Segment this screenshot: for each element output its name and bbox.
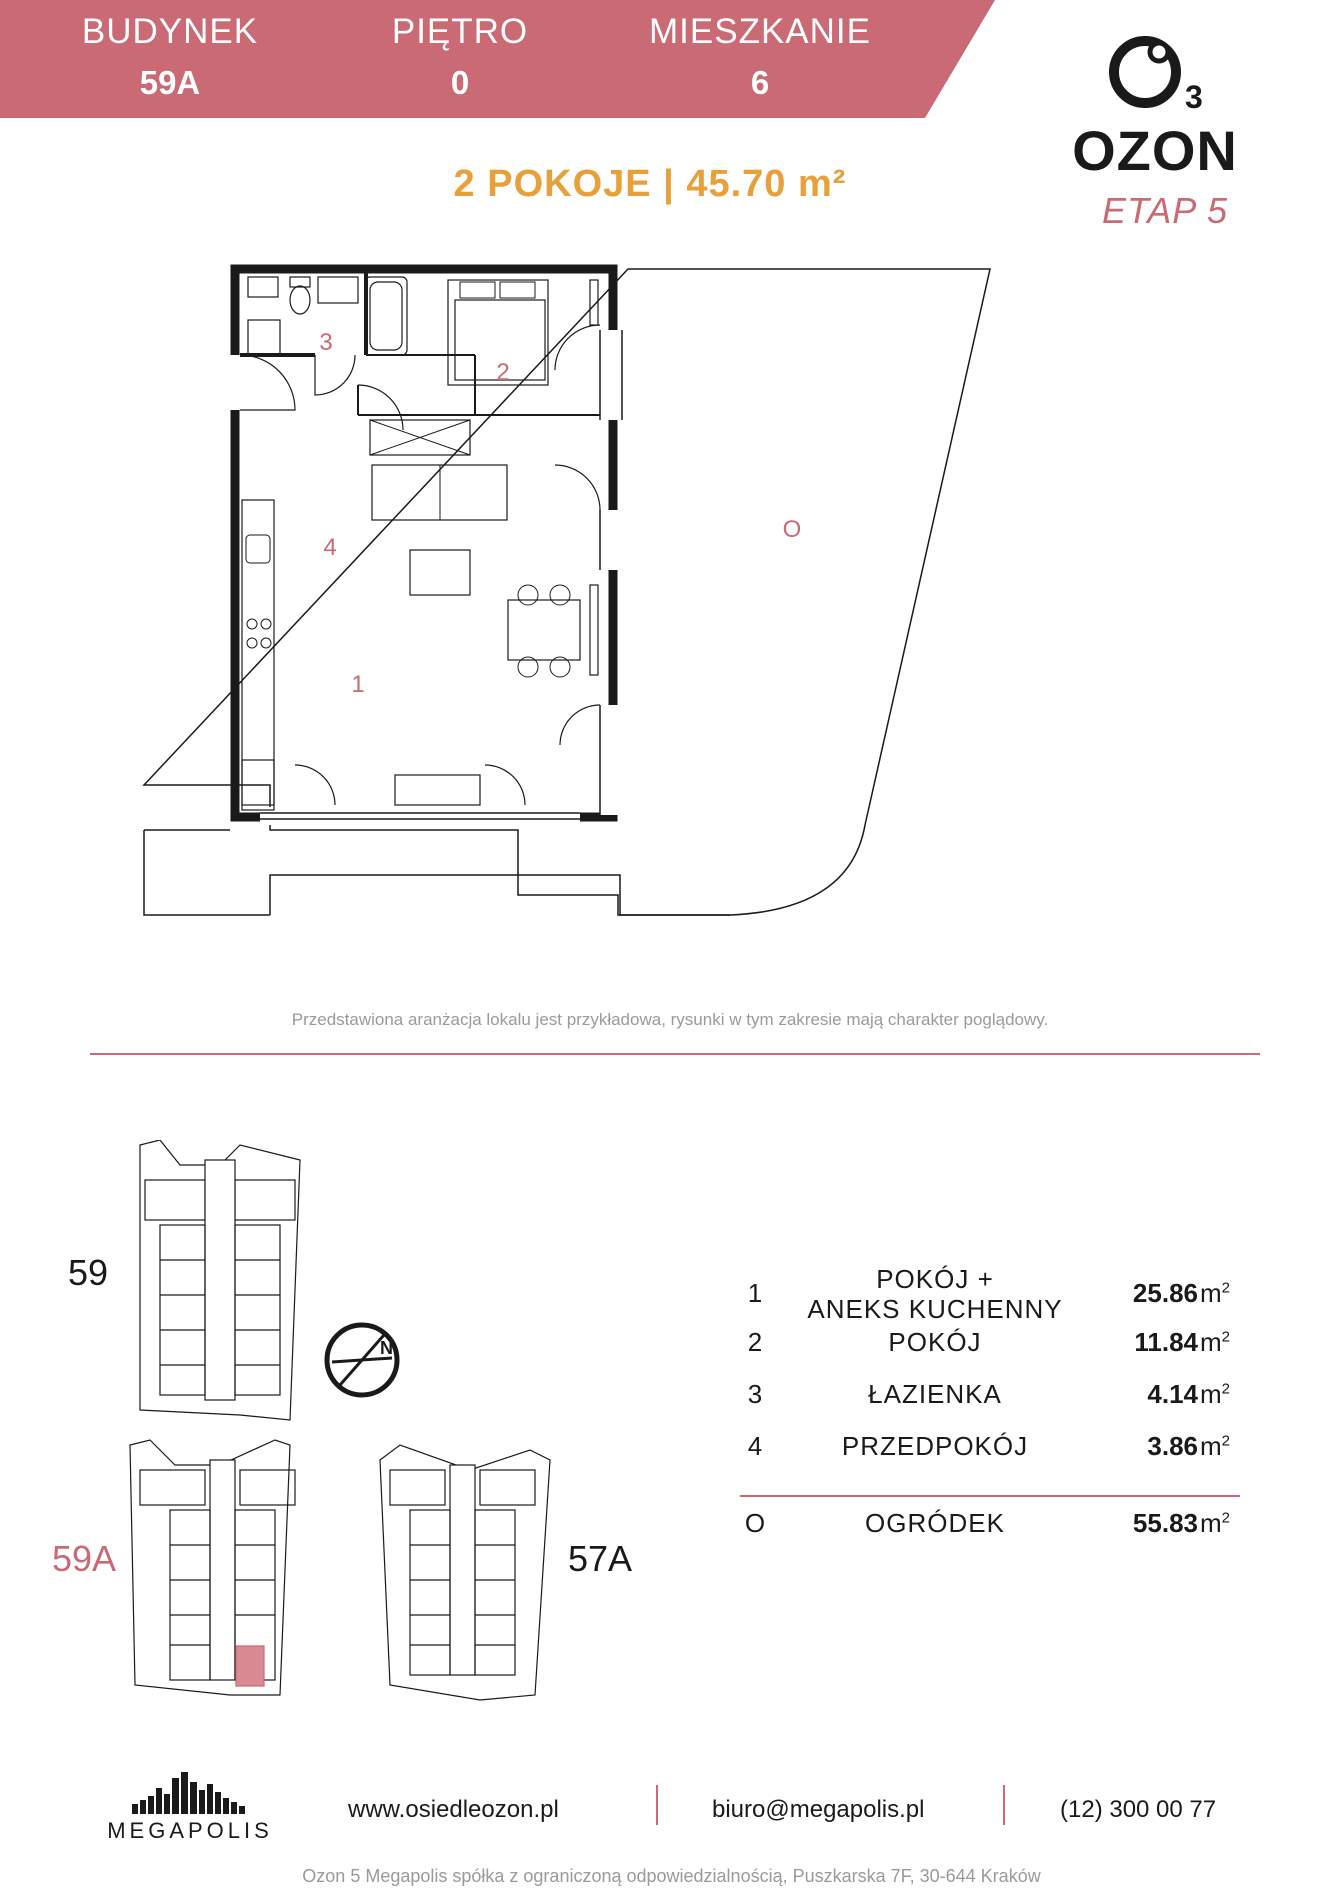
table-divider xyxy=(740,1495,1240,1497)
company-info: Ozon 5 Megapolis spółka z ograniczoną odpowiedzialnością, Puszkarska 7F, 30-644 Kraków xyxy=(302,1866,1041,1886)
room-label-1: 1 xyxy=(351,671,365,698)
building-value: 59A xyxy=(139,64,201,101)
room-number: 1 xyxy=(747,1278,763,1308)
building-label-59a: 59A xyxy=(52,1538,117,1579)
room-area: 25.86 xyxy=(1132,1278,1198,1308)
area-unit: $m^2$ xyxy=(1200,1379,1231,1409)
room-label-3: 3 xyxy=(319,329,333,356)
logo-subscript: 3 xyxy=(1185,79,1203,115)
footer-separator xyxy=(656,1785,658,1825)
room-row xyxy=(740,1327,1240,1377)
rooms-area-heading: 2 POKOJE | 45.70 m² xyxy=(453,163,847,205)
area-unit: $m^2$ xyxy=(1200,1278,1231,1308)
building-59a-plan xyxy=(130,1440,295,1695)
room-row xyxy=(740,1264,1240,1324)
apartment-walls xyxy=(235,269,613,817)
room-name: OGRÓDEK xyxy=(865,1508,1005,1538)
room-name: POKÓJ xyxy=(888,1327,982,1357)
site-plan xyxy=(50,1140,750,1720)
compass-north: N xyxy=(380,1338,393,1358)
email-link[interactable]: biuro@megapolis.pl xyxy=(712,1796,925,1823)
apartment-value: 6 xyxy=(750,64,770,101)
room-area: 55.83 xyxy=(1132,1508,1198,1538)
compass-icon xyxy=(327,1325,397,1395)
room-number: 3 xyxy=(747,1379,763,1409)
area-unit: $m^2$ xyxy=(1200,1431,1231,1461)
ozon-logo-icon xyxy=(1055,30,1235,120)
phone-link[interactable]: (12) 300 00 77 xyxy=(1060,1796,1217,1823)
highlighted-apartment xyxy=(236,1646,264,1686)
footer-separator xyxy=(1003,1785,1005,1825)
building-label: BUDYNEK xyxy=(81,12,259,51)
building-label-59: 59 xyxy=(68,1252,109,1293)
room-area: 11.84 xyxy=(1134,1327,1198,1357)
divider xyxy=(90,1053,1260,1055)
room-area: 4.14 xyxy=(1147,1379,1198,1409)
floor-label: PIĘTRO xyxy=(391,12,529,51)
building-57a-plan xyxy=(380,1445,550,1700)
room-number: O xyxy=(744,1508,766,1538)
apartment-label: MIESZKANIE xyxy=(649,12,871,51)
room-row xyxy=(740,1431,1240,1481)
room-number: 4 xyxy=(747,1431,763,1461)
area-unit: $m^2$ xyxy=(1200,1327,1231,1357)
room-name: PRZEDPOKÓJ xyxy=(841,1431,1029,1461)
logo-wordmark: OZON xyxy=(1072,119,1238,182)
room-area: 3.86 xyxy=(1147,1431,1198,1461)
building-label-57a: 57A xyxy=(568,1538,633,1579)
room-name: ŁAZIENKA xyxy=(868,1379,1002,1409)
logo-stage: ETAP 5 xyxy=(1101,190,1229,231)
building-59-plan xyxy=(140,1140,300,1420)
floor-value: 0 xyxy=(450,64,470,101)
room-row xyxy=(740,1379,1240,1429)
megapolis-skyline-icon xyxy=(130,1770,250,1814)
room-number: 2 xyxy=(747,1327,763,1357)
disclaimer-text: Przedstawiona aranżacja lokalu jest przykładowa, rysunki w tym zakresie mają charakter poglądowy. xyxy=(291,1010,1049,1029)
floor-plan xyxy=(130,255,1030,955)
room-name: POKÓJ + ANEKS KUCHENNY xyxy=(807,1264,1063,1324)
room-label-4: 4 xyxy=(323,534,337,561)
room-label-garden: O xyxy=(782,516,802,543)
room-row xyxy=(740,1508,1240,1558)
room-label-2: 2 xyxy=(496,359,510,386)
area-unit: $m^2$ xyxy=(1200,1508,1231,1538)
megapolis-wordmark: MEGAPOLIS xyxy=(107,1818,273,1843)
website-link[interactable]: www.osiedleozon.pl xyxy=(348,1796,559,1823)
